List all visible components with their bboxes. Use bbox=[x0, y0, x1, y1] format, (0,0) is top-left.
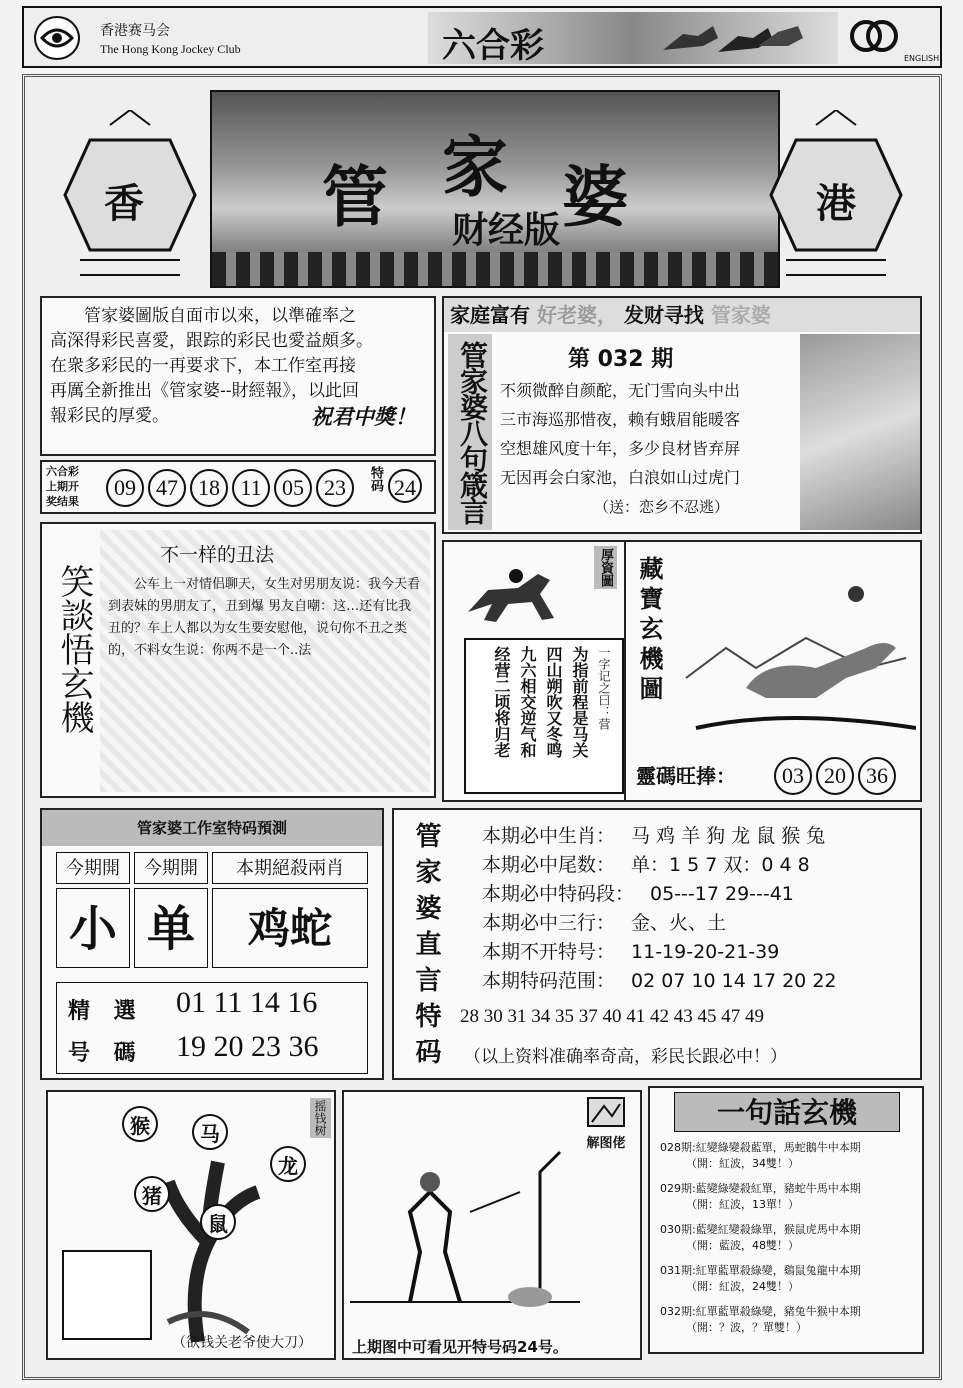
straight-label-2: 本期必中尾数： bbox=[482, 854, 616, 876]
table-value-2: 单 bbox=[134, 888, 208, 968]
table-header-2: 今期開 bbox=[134, 852, 208, 884]
intro-sign: 祝君中獎！ bbox=[311, 404, 416, 429]
oneline-title: 一句話玄機 bbox=[674, 1092, 900, 1132]
oneline-entry-3-line: 030期:藍變紅變殺綠單，猴鼠虎馬中本期 bbox=[660, 1223, 861, 1236]
result-ball-5: 05 bbox=[274, 469, 312, 507]
prophecy-issue: 第 032 期 bbox=[568, 347, 674, 372]
straight-lines bbox=[482, 822, 837, 996]
straight-value-5: 11-19-20-21-39 bbox=[631, 941, 780, 963]
picture-tag-icon bbox=[586, 1096, 626, 1128]
straight-label-5: 本期不开特号： bbox=[482, 941, 616, 963]
result-ball-2: 47 bbox=[148, 469, 186, 507]
result-ball-4: 11 bbox=[232, 469, 270, 507]
treasure-label: 靈碼旺捧： bbox=[636, 764, 736, 788]
joke-body: 公车上一对情侣聊天，女生对男朋友说：我今天看到表妹的男朋友了，丑到爆 男友自嘲：这…还有比我丑的？车上人都以为女生要安慰他，说句你不丑之类的，不料女生说：你两不是一个..法 bbox=[108, 577, 421, 658]
straight-side-title: 管家婆直言特码 bbox=[411, 822, 441, 1074]
result-ball-6: 23 bbox=[316, 469, 354, 507]
tree-caption: （欲钱关老爷使大刀） bbox=[172, 1335, 312, 1351]
straight-line-2 bbox=[482, 851, 837, 880]
table-title: 管家婆工作室特码預測 bbox=[42, 810, 382, 846]
joke-box bbox=[40, 522, 436, 798]
treasure-title: 藏寶玄機圖 bbox=[635, 556, 664, 706]
tree-animal-1: 猴 bbox=[122, 1106, 158, 1142]
banner-title-char-1: 管 bbox=[322, 158, 388, 236]
oneline-entry-5 bbox=[660, 1304, 922, 1336]
intro-line-2: 高深得彩民喜愛，跟踪的彩民也愛益頗多。 bbox=[50, 331, 373, 351]
straight-value-1: 马 鸡 羊 狗 龙 鼠 猴 兔 bbox=[631, 825, 826, 847]
horse-poem-tag: 厚資圖 bbox=[594, 546, 617, 589]
picture-tag bbox=[576, 1096, 636, 1152]
treasure-numbers bbox=[772, 757, 898, 795]
jockey-club-logo bbox=[34, 16, 80, 60]
prophecy-side-title: 管家婆八句箴言 bbox=[448, 334, 492, 530]
straight-label-6: 本期特码范围： bbox=[482, 970, 616, 992]
oneline-box bbox=[648, 1086, 924, 1354]
money-tree-box bbox=[46, 1090, 336, 1360]
left-lantern bbox=[60, 110, 200, 280]
straight-line-4 bbox=[482, 909, 837, 938]
prophecy-lines bbox=[500, 376, 740, 492]
oneline-entry-1 bbox=[660, 1140, 922, 1172]
label-line-3: 奖结果 bbox=[46, 495, 79, 508]
oneline-entry-4-result: （開：紅波，24雙！） bbox=[686, 1280, 799, 1293]
intro-line-5: 報彩民的厚愛。 bbox=[50, 406, 169, 426]
peasant-illustration bbox=[350, 1132, 580, 1322]
poem-col-1: 为指前程是马关 bbox=[570, 646, 589, 758]
label-line-1: 六合彩 bbox=[46, 465, 79, 478]
oneline-entry-5-line: 032期:紅單藍單殺綠變，豬兔牛猴中本期 bbox=[660, 1305, 861, 1318]
intro-line-1: 管家婆圖版自面市以來，以準確率之 bbox=[84, 306, 356, 326]
straight-label-4: 本期必中三行： bbox=[482, 912, 616, 934]
horses-illustration bbox=[658, 16, 808, 60]
pick-label-a: 精 選 bbox=[68, 998, 144, 1024]
straight-line-5 bbox=[482, 938, 837, 967]
tree-animal-4: 猪 bbox=[134, 1176, 170, 1212]
straight-label-1: 本期必中生肖： bbox=[482, 825, 616, 847]
result-ball-1: 09 bbox=[106, 469, 144, 507]
prophecy-line-4: 无因再会白家池，白浪如山过虎门 bbox=[500, 468, 741, 487]
game-title-text: 六合彩 bbox=[442, 26, 544, 66]
game-title bbox=[428, 12, 838, 64]
straight-value-3: 05---17 29---41 bbox=[650, 883, 794, 905]
oneline-entry-1-result: （開：紅波，34雙！） bbox=[686, 1157, 799, 1170]
intro-line-3: 在衆多彩民的一再要求下，本工作室再接 bbox=[50, 356, 356, 376]
special-label: 特码 bbox=[368, 466, 383, 492]
tree-animal-5: 鼠 bbox=[200, 1204, 236, 1240]
label-line-2: 上期开 bbox=[46, 480, 79, 493]
banner-title-char-2: 家 bbox=[442, 128, 508, 206]
poem-intro: 一字记之曰：营 bbox=[597, 646, 611, 730]
straight-numbers-row: 28 30 31 34 35 37 40 41 42 43 45 47 49 bbox=[460, 1006, 764, 1027]
joke-title: 不一样的丑法 bbox=[160, 544, 275, 566]
english-tag: ENGLISH bbox=[904, 54, 940, 63]
pick-label-b: 号 碼 bbox=[68, 1040, 144, 1066]
table-value-3: 鸡蛇 bbox=[212, 888, 368, 968]
header-bar bbox=[22, 6, 942, 68]
picture-box bbox=[342, 1090, 642, 1360]
treasure-ball-1: 03 bbox=[774, 757, 812, 795]
club-name-cn: 香港赛马会 bbox=[100, 23, 170, 39]
table-header-1: 今期開 bbox=[56, 852, 130, 884]
oneline-entry-5-result: （開：？波，？單雙！） bbox=[686, 1321, 807, 1334]
last-result-box bbox=[40, 460, 436, 514]
straight-line-6 bbox=[482, 967, 837, 996]
banner-title-char-3: 婆 bbox=[562, 158, 628, 236]
prophecy-banner-a: 家庭富有 bbox=[450, 303, 530, 327]
prophecy-landscape bbox=[800, 334, 920, 530]
result-numbers bbox=[104, 469, 356, 507]
banner-subtitle: 财经版 bbox=[452, 209, 561, 251]
prophecy-top-banner bbox=[444, 298, 920, 332]
intro-box bbox=[40, 296, 436, 456]
oneline-entry-2 bbox=[660, 1181, 922, 1213]
prediction-table-box bbox=[40, 808, 384, 1080]
prophecy-banner-b: 好老婆， bbox=[536, 303, 617, 327]
table-header-3: 本期絕殺兩肖 bbox=[212, 852, 368, 884]
banner-image bbox=[210, 90, 780, 288]
prophecy-line-3: 空想雄风度十年，多少良材皆弃屏 bbox=[500, 439, 741, 458]
lottery-logo bbox=[844, 18, 904, 54]
straight-label-3: 本期必中特码段： bbox=[482, 883, 635, 905]
club-name-en: The Hong Kong Jockey Club bbox=[100, 42, 241, 56]
joke-content bbox=[100, 530, 430, 792]
straight-talk-box bbox=[392, 808, 922, 1080]
banner-fence bbox=[212, 252, 778, 286]
left-lantern-char: 香 bbox=[104, 180, 144, 227]
joke-side-title: 笑談悟玄機 bbox=[54, 564, 94, 734]
oneline-entry-3-result: （開：藍波，48雙！） bbox=[686, 1239, 799, 1252]
right-lantern bbox=[766, 110, 906, 280]
straight-line-3 bbox=[482, 880, 837, 909]
straight-note: （以上资料准确率奇高，彩民长跟必中！） bbox=[464, 1047, 787, 1067]
oneline-entry-4-line: 031期:紅單藍單殺綠變，鷄鼠兔龍中本期 bbox=[660, 1264, 861, 1277]
poem-col-4: 经营二顷将归老 bbox=[492, 646, 511, 758]
oneline-entry-2-line: 029期:藍變綠變殺紅單，豬蛇牛馬中本期 bbox=[660, 1182, 861, 1195]
straight-line-1 bbox=[482, 822, 837, 851]
tree-tag: 摇钱树 bbox=[310, 1098, 331, 1138]
table-value-1: 小 bbox=[56, 888, 130, 968]
intro-line-4: 再厲全新推出《管家婆--財經報》，以此回 bbox=[50, 381, 359, 401]
oneline-entries bbox=[660, 1140, 922, 1336]
tree-animal-3: 龙 bbox=[270, 1146, 306, 1182]
prophecy-line-1: 不须微醉自颜酡，无门雪向头中出 bbox=[500, 381, 741, 400]
straight-value-2: 单：1 5 7 双：0 4 8 bbox=[631, 854, 810, 876]
special-ball: 24 bbox=[388, 469, 422, 503]
straight-value-6: 02 07 10 14 17 20 22 bbox=[631, 970, 837, 992]
oneline-entry-2-result: （開：紅波，13單！） bbox=[686, 1198, 799, 1211]
horse-rider-illustration bbox=[458, 562, 568, 632]
poem-col-2: 四山朔吹又冬鸣 bbox=[544, 646, 563, 758]
picture-tag-text: 解图佬 bbox=[586, 1136, 626, 1151]
picks-row-2: 19 20 23 36 bbox=[176, 1030, 319, 1063]
tree-animal-2: 马 bbox=[192, 1114, 228, 1150]
treasure-box bbox=[624, 540, 922, 802]
horse-poem-box bbox=[442, 540, 632, 802]
prophecy-box bbox=[442, 296, 922, 534]
right-lantern-char: 港 bbox=[816, 180, 856, 227]
picture-caption: 上期图中可看见开特号码24号。 bbox=[352, 1338, 568, 1356]
picks-row-1: 01 11 14 16 bbox=[176, 986, 318, 1019]
treasure-ball-3: 36 bbox=[858, 757, 896, 795]
prophecy-banner-d: 管家婆 bbox=[710, 303, 771, 327]
prophecy-banner-c: 发财寻找 bbox=[623, 303, 704, 327]
tree-blank-square bbox=[62, 1250, 152, 1340]
oneline-entry-1-line: 028期:紅變綠變殺藍單，馬蛇鵝牛中本期 bbox=[660, 1141, 861, 1154]
straight-value-4: 金、火、土 bbox=[631, 912, 727, 934]
oneline-entry-3 bbox=[660, 1222, 922, 1254]
oneline-entry-4 bbox=[660, 1263, 922, 1295]
prophecy-gift: （送：恋乡不忍逃） bbox=[594, 498, 730, 516]
prophecy-line-2: 三市海巡那惜夜，赖有蛾眉能暖客 bbox=[500, 410, 741, 429]
banner bbox=[40, 90, 926, 288]
result-ball-3: 18 bbox=[190, 469, 228, 507]
last-result-label bbox=[46, 464, 79, 509]
poem-col-3: 九六相交逆气和 bbox=[518, 646, 537, 758]
tiger-illustration bbox=[666, 578, 916, 738]
treasure-ball-2: 20 bbox=[816, 757, 854, 795]
